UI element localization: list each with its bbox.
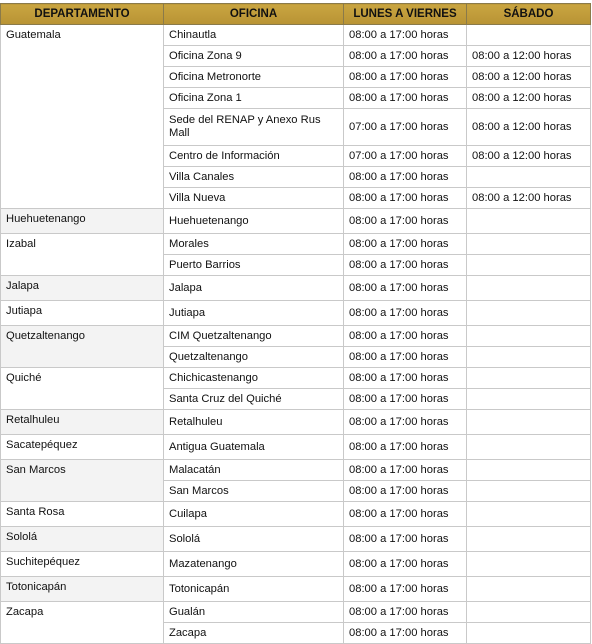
- sabado-cell: [467, 209, 591, 234]
- table-row: [1, 326, 591, 347]
- departamento-cell: Jalapa: [1, 276, 164, 301]
- oficina-cell: Villa Canales: [164, 167, 344, 188]
- oficina-cell: San Marcos: [164, 481, 344, 502]
- table-row: [1, 276, 591, 301]
- sabado-cell: [467, 276, 591, 301]
- oficina-cell: Zacapa: [164, 623, 344, 644]
- office-hours-table: [0, 3, 591, 644]
- departamento-cell: San Marcos: [1, 460, 164, 502]
- lunes-viernes-cell: 08:00 a 17:00 horas: [344, 301, 467, 326]
- sabado-cell: [467, 234, 591, 255]
- sabado-cell: [467, 552, 591, 577]
- lunes-viernes-cell: 08:00 a 17:00 horas: [344, 460, 467, 481]
- sabado-cell: [467, 255, 591, 276]
- lunes-viernes-cell: 08:00 a 17:00 horas: [344, 188, 467, 209]
- oficina-cell: Sololá: [164, 527, 344, 552]
- oficina-cell: Jutiapa: [164, 301, 344, 326]
- lunes-viernes-cell: 08:00 a 17:00 horas: [344, 209, 467, 234]
- table-row: [1, 527, 591, 552]
- lunes-viernes-cell: 08:00 a 17:00 horas: [344, 410, 467, 435]
- oficina-cell: Morales: [164, 234, 344, 255]
- oficina-cell: Chinautla: [164, 25, 344, 46]
- sabado-cell: [467, 435, 591, 460]
- oficina-cell: Oficina Zona 1: [164, 88, 344, 109]
- departamento-cell: Sololá: [1, 527, 164, 552]
- sabado-cell: [467, 25, 591, 46]
- oficina-cell: Retalhuleu: [164, 410, 344, 435]
- sabado-cell: 08:00 a 12:00 horas: [467, 67, 591, 88]
- table-row: [1, 460, 591, 481]
- table-row: [1, 552, 591, 577]
- lunes-viernes-cell: 08:00 a 17:00 horas: [344, 347, 467, 368]
- lunes-viernes-cell: 08:00 a 17:00 horas: [344, 276, 467, 301]
- lunes-viernes-cell: 08:00 a 17:00 horas: [344, 527, 467, 552]
- oficina-cell: Mazatenango: [164, 552, 344, 577]
- lunes-viernes-cell: 08:00 a 17:00 horas: [344, 602, 467, 623]
- oficina-cell: Centro de Información: [164, 146, 344, 167]
- header-departamento: DEPARTAMENTO: [1, 4, 164, 25]
- table-row: [1, 301, 591, 326]
- lunes-viernes-cell: 08:00 a 17:00 horas: [344, 167, 467, 188]
- sabado-cell: [467, 326, 591, 347]
- sabado-cell: [467, 577, 591, 602]
- lunes-viernes-cell: 08:00 a 17:00 horas: [344, 88, 467, 109]
- table-row: [1, 209, 591, 234]
- oficina-cell: Huehuetenango: [164, 209, 344, 234]
- oficina-cell: Gualán: [164, 602, 344, 623]
- lunes-viernes-cell: 08:00 a 17:00 horas: [344, 234, 467, 255]
- table-row: [1, 435, 591, 460]
- lunes-viernes-cell: 08:00 a 17:00 horas: [344, 326, 467, 347]
- table-row: [1, 368, 591, 389]
- oficina-cell: Totonicapán: [164, 577, 344, 602]
- lunes-viernes-cell: 08:00 a 17:00 horas: [344, 502, 467, 527]
- lunes-viernes-cell: 08:00 a 17:00 horas: [344, 255, 467, 276]
- sabado-cell: [467, 368, 591, 389]
- departamento-cell: Zacapa: [1, 602, 164, 644]
- oficina-cell: Jalapa: [164, 276, 344, 301]
- departamento-cell: Retalhuleu: [1, 410, 164, 435]
- header-sabado: SÁBADO: [467, 4, 591, 25]
- sabado-cell: [467, 347, 591, 368]
- departamento-cell: Huehuetenango: [1, 209, 164, 234]
- header-lunes-a-viernes: LUNES A VIERNES: [344, 4, 467, 25]
- sabado-cell: 08:00 a 12:00 horas: [467, 109, 591, 146]
- sabado-cell: 08:00 a 12:00 horas: [467, 46, 591, 67]
- departamento-cell: Quiché: [1, 368, 164, 410]
- table-row: [1, 410, 591, 435]
- oficina-cell: CIM Quetzaltenango: [164, 326, 344, 347]
- sabado-cell: [467, 481, 591, 502]
- departamento-cell: Santa Rosa: [1, 502, 164, 527]
- lunes-viernes-cell: 08:00 a 17:00 horas: [344, 389, 467, 410]
- oficina-cell: Sede del RENAP y Anexo Rus Mall: [164, 109, 344, 146]
- table-row: [1, 577, 591, 602]
- sabado-cell: [467, 460, 591, 481]
- table-row: [1, 25, 591, 46]
- lunes-viernes-cell: 08:00 a 17:00 horas: [344, 577, 467, 602]
- table-row: [1, 602, 591, 623]
- oficina-cell: Malacatán: [164, 460, 344, 481]
- table-header: [1, 4, 591, 25]
- oficina-cell: Quetzaltenango: [164, 347, 344, 368]
- lunes-viernes-cell: 07:00 a 17:00 horas: [344, 109, 467, 146]
- table-row: [1, 234, 591, 255]
- departamento-cell: Sacatepéquez: [1, 435, 164, 460]
- sabado-cell: 08:00 a 12:00 horas: [467, 146, 591, 167]
- sabado-cell: [467, 167, 591, 188]
- oficina-cell: Antigua Guatemala: [164, 435, 344, 460]
- sabado-cell: [467, 527, 591, 552]
- departamento-cell: Guatemala: [1, 25, 164, 209]
- lunes-viernes-cell: 08:00 a 17:00 horas: [344, 435, 467, 460]
- oficina-cell: Puerto Barrios: [164, 255, 344, 276]
- departamento-cell: Izabal: [1, 234, 164, 276]
- lunes-viernes-cell: 08:00 a 17:00 horas: [344, 481, 467, 502]
- sabado-cell: [467, 389, 591, 410]
- oficina-cell: Chichicastenango: [164, 368, 344, 389]
- table-body: [1, 25, 591, 644]
- departamento-cell: Jutiapa: [1, 301, 164, 326]
- lunes-viernes-cell: 08:00 a 17:00 horas: [344, 552, 467, 577]
- oficina-cell: Santa Cruz del Quiché: [164, 389, 344, 410]
- departamento-cell: Totonicapán: [1, 577, 164, 602]
- lunes-viernes-cell: 08:00 a 17:00 horas: [344, 368, 467, 389]
- sabado-cell: 08:00 a 12:00 horas: [467, 88, 591, 109]
- oficina-cell: Villa Nueva: [164, 188, 344, 209]
- departamento-cell: Suchitepéquez: [1, 552, 164, 577]
- lunes-viernes-cell: 08:00 a 17:00 horas: [344, 25, 467, 46]
- oficina-cell: Oficina Metronorte: [164, 67, 344, 88]
- lunes-viernes-cell: 08:00 a 17:00 horas: [344, 623, 467, 644]
- departamento-cell: Quetzaltenango: [1, 326, 164, 368]
- sabado-cell: [467, 602, 591, 623]
- sabado-cell: [467, 502, 591, 527]
- header-row: [1, 4, 591, 25]
- lunes-viernes-cell: 08:00 a 17:00 horas: [344, 46, 467, 67]
- header-oficina: OFICINA: [164, 4, 344, 25]
- sabado-cell: [467, 301, 591, 326]
- table-row: [1, 502, 591, 527]
- lunes-viernes-cell: 07:00 a 17:00 horas: [344, 146, 467, 167]
- sabado-cell: 08:00 a 12:00 horas: [467, 188, 591, 209]
- lunes-viernes-cell: 08:00 a 17:00 horas: [344, 67, 467, 88]
- sabado-cell: [467, 623, 591, 644]
- oficina-cell: Cuilapa: [164, 502, 344, 527]
- sabado-cell: [467, 410, 591, 435]
- oficina-cell: Oficina Zona 9: [164, 46, 344, 67]
